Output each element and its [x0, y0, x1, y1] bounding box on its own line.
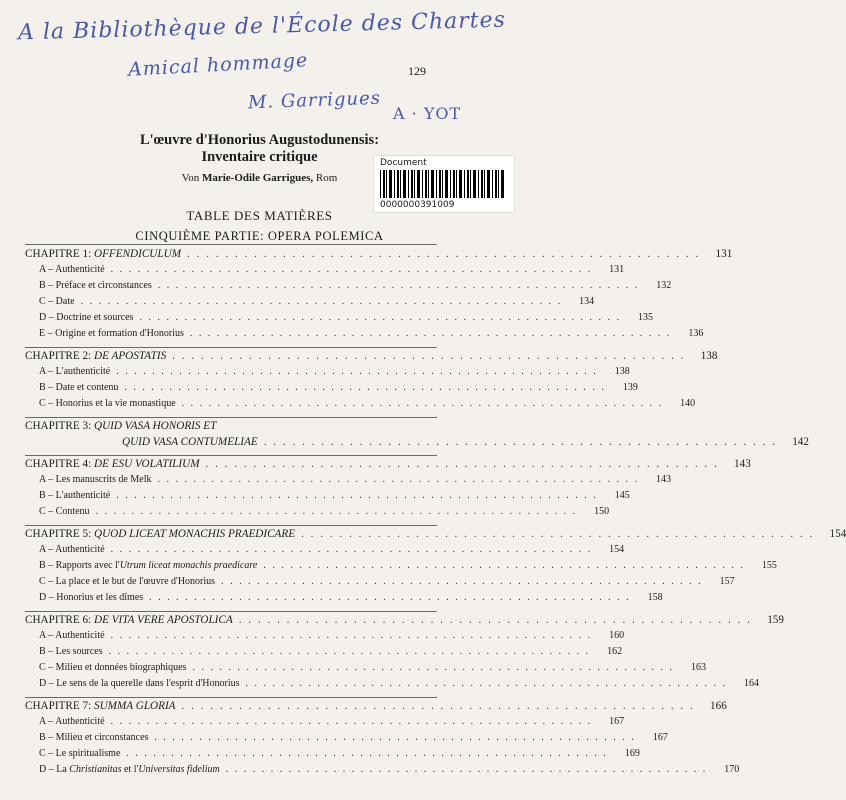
section-page-number: 145: [614, 490, 630, 501]
section-label: D – Le sens de la querelle dans l'esprit d'Honorius: [39, 678, 240, 689]
section-letter: A: [39, 264, 46, 275]
chapter-divider-rule: [25, 417, 437, 418]
section-page-number: 139: [622, 382, 638, 393]
leader-dots: . . . . . . . . . . . . . . . . . . . . . . . . . . . . . . . . . . . . . . . . . . . . . . . . . . . . . .: [181, 398, 664, 409]
section-label: B – L'authenticité: [39, 490, 111, 501]
chapter-title: QUID VASA HONORIS ET: [94, 420, 217, 432]
section-page-number: 131: [609, 264, 625, 275]
section-label: C – Contenu: [39, 506, 90, 517]
sticker-label: Document: [380, 158, 427, 168]
section-text-italic-2: Universitas fidelium: [138, 764, 220, 775]
section-text: L'authenticité: [55, 366, 111, 377]
section-text: Le sens de la querelle dans l'esprit d'Honorius: [56, 678, 240, 689]
section-label: A – L'authenticité: [39, 366, 111, 377]
section-label: C – Le spiritualisme: [39, 748, 121, 759]
leader-dots: . . . . . . . . . . . . . . . . . . . . . . . . . . . . . . . . . . . . . . . . . . . . . . . . . . . . . .: [225, 764, 708, 775]
section-page-number: 158: [647, 592, 663, 603]
section-letter: B: [39, 280, 46, 291]
section-page-number: 160: [609, 630, 625, 641]
section-letter: D: [39, 764, 47, 775]
chapter-heading-row: [25, 350, 718, 366]
section-entry-row: [25, 280, 672, 296]
chapter-label: [25, 528, 295, 540]
section-page-number: 162: [607, 646, 623, 657]
table-of-contents: [25, 244, 846, 780]
leader-dots: . . . . . . . . . . . . . . . . . . . . . . . . . . . . . . . . . . . . . . . . . . . . . . . . . . . . . .: [110, 630, 593, 641]
section-letter: B: [39, 382, 46, 393]
section-page-number: 163: [690, 662, 706, 673]
section-label: B – Milieu et circonstances: [39, 732, 149, 743]
chapter-heading-row: [25, 458, 751, 474]
chapter-divider-rule: [25, 455, 437, 456]
section-letter: C: [39, 576, 46, 587]
chapter-number: CHAPITRE 5:: [25, 528, 94, 540]
section-entry-row: [25, 264, 625, 280]
section-entry-row: [25, 662, 706, 678]
page-number: 129: [408, 64, 426, 78]
section-page-number: 143: [655, 474, 671, 485]
section-page-number: 135: [637, 312, 653, 323]
section-text: Milieu et circonstances: [55, 732, 149, 743]
section-letter: D: [39, 592, 47, 603]
section-page-number: 134: [579, 296, 595, 307]
leader-dots: . . . . . . . . . . . . . . . . . . . . . . . . . . . . . . . . . . . . . . . . . . . . . . . . . . . . . .: [110, 264, 593, 275]
section-label: C – Milieu et données biographiques: [39, 662, 187, 673]
chapter-page-number: 138: [700, 350, 718, 362]
section-letter: B: [39, 646, 46, 657]
leader-dots: . . . . . . . . . . . . . . . . . . . . . . . . . . . . . . . . . . . . . . . . . . . . . . . . . . . . . .: [238, 614, 752, 626]
chapter-divider-rule: [25, 611, 437, 612]
leader-dots: . . . . . . . . . . . . . . . . . . . . . . . . . . . . . . . . . . . . . . . . . . . . . . . . . . . . . .: [126, 748, 608, 759]
section-entry-row: [25, 764, 740, 780]
chapter-number: CHAPITRE 2:: [25, 350, 94, 362]
section-text: Les manuscrits de Melk: [55, 474, 152, 485]
leader-dots: . . . . . . . . . . . . . . . . . . . . . . . . . . . . . . . . . . . . . . . . . . . . . . . . . . . . . .: [149, 592, 631, 603]
leader-dots: . . . . . . . . . . . . . . . . . . . . . . . . . . . . . . . . . . . . . . . . . . . . . . . . . . . . . .: [124, 382, 606, 393]
leader-dots: . . . . . . . . . . . . . . . . . . . . . . . . . . . . . . . . . . . . . . . . . . . . . . . . . . . . . .: [181, 700, 695, 712]
section-label: D – Doctrine et sources: [39, 312, 134, 323]
section-label: D – La Christianitas et l'Universitas fidelium: [39, 764, 220, 775]
chapter-divider-rule: [25, 525, 437, 526]
chapter-number: CHAPITRE 3:: [25, 420, 94, 432]
chapter-number: CHAPITRE 1:: [25, 248, 94, 260]
chapter-page-number: 166: [710, 700, 727, 712]
section-page-number: 157: [719, 576, 735, 587]
section-label: B – Les sources: [39, 646, 103, 657]
section-text: Doctrine et sources: [56, 312, 134, 323]
section-page-number: 154: [609, 544, 625, 555]
section-text: Authenticité: [55, 264, 105, 275]
author-prefix: Von: [181, 172, 200, 184]
section-label: E – Origine et formation d'Honorius: [39, 328, 184, 339]
toc-top-rule: [25, 244, 437, 245]
section-page-number: 170: [724, 764, 740, 775]
section-entry-row: [25, 366, 630, 382]
author-name: Marie-Odile Garrigues,: [201, 172, 314, 184]
chapter-label: [25, 420, 216, 432]
section-letter: D: [39, 312, 47, 323]
chapter-page-number: 143: [734, 458, 751, 470]
section-text: Authenticité: [55, 544, 105, 555]
leader-dots: . . . . . . . . . . . . . . . . . . . . . . . . . . . . . . . . . . . . . . . . . . . . . . . . . . . . . .: [301, 528, 815, 540]
section-entry-row: [25, 544, 625, 560]
section-text: Honorius et la vie monastique: [55, 398, 176, 409]
chapter-title: DE APOSTATIS: [94, 350, 167, 362]
leader-dots: . . . . . . . . . . . . . . . . . . . . . . . . . . . . . . . . . . . . . . . . . . . . . . . . . . . . . .: [110, 544, 593, 555]
chapter-label: [25, 700, 176, 712]
section-label: A – Authenticité: [39, 544, 105, 555]
section-letter: A: [39, 716, 46, 727]
toc-heading: TABLE DES MATIÈRES: [186, 208, 333, 223]
section-label: C – La place et le but de l'œuvre d'Honorius: [39, 576, 216, 587]
section-page-number: 167: [609, 716, 625, 727]
chapter-page-number: 154: [829, 528, 846, 540]
chapter-page-number: 159: [767, 614, 784, 626]
section-label: D – Honorius et les dîmes: [39, 592, 144, 603]
chapter-divider-rule: [25, 347, 437, 348]
leader-dots: . . . . . . . . . . . . . . . . . . . . . . . . . . . . . . . . . . . . . . . . . . . . . . . . . . . . . .: [189, 328, 672, 339]
section-label: C – Date: [39, 296, 75, 307]
chapter-number: CHAPITRE 6:: [25, 614, 94, 626]
leader-dots: . . . . . . . . . . . . . . . . . . . . . . . . . . . . . . . . . . . . . . . . . . . . . . . . . . . . . .: [221, 576, 703, 587]
handwritten-stamp: A · YOT: [393, 104, 462, 123]
leader-dots: . . . . . . . . . . . . . . . . . . . . . . . . . . . . . . . . . . . . . . . . . . . . . . . . . . . . . .: [263, 436, 777, 448]
leader-dots: . . . . . . . . . . . . . . . . . . . . . . . . . . . . . . . . . . . . . . . . . . . . . . . . . . . . . .: [157, 280, 640, 291]
section-entry-row: [25, 506, 610, 522]
section-entry-row: [25, 328, 704, 344]
section-page-number: 136: [688, 328, 704, 339]
section-entry-row: [25, 560, 777, 576]
section-letter: D: [39, 678, 47, 689]
section-label: B – Préface et circonstances: [39, 280, 152, 291]
chapter-entry: [25, 697, 740, 780]
chapter-page-number: 131: [715, 248, 733, 260]
handwritten-dedication-line-1: A la Bibliothèque de l'École des Chartes: [17, 7, 507, 46]
leader-dots: . . . . . . . . . . . . . . . . . . . . . . . . . . . . . . . . . . . . . . . . . . . . . . . . . . . . . .: [154, 732, 636, 743]
chapter-title: DE VITA VERE APOSTOLICA: [94, 614, 233, 626]
chapter-entry: [25, 611, 784, 694]
section-text: Rapports avec l': [55, 560, 120, 571]
leader-dots: . . . . . . . . . . . . . . . . . . . . . . . . . . . . . . . . . . . . . . . . . . . . . . . . . . . . . .: [157, 474, 639, 485]
chapter-title: DE ESU VOLATILIUM: [94, 458, 200, 470]
section-entry-row: [25, 678, 760, 694]
chapter-label: [25, 458, 200, 470]
chapter-heading-row: [25, 248, 733, 264]
section-letter: B: [39, 560, 46, 571]
chapter-entry: [25, 248, 733, 344]
section-entry-row: [25, 398, 696, 414]
section-text: Date et contenu: [55, 382, 119, 393]
section-entry-row: [25, 630, 625, 646]
section-letter: A: [39, 474, 46, 485]
chapter-heading-row: [25, 700, 727, 716]
leader-dots: . . . . . . . . . . . . . . . . . . . . . . . . . . . . . . . . . . . . . . . . . . . . . . . . . . . . . .: [95, 506, 578, 517]
section-text: Origine et formation d'Honorius: [55, 328, 184, 339]
section-label: B – Date et contenu: [39, 382, 119, 393]
chapter-entry: [25, 525, 846, 608]
section-entry-row: [25, 576, 735, 592]
section-text: L'authenticité: [55, 490, 111, 501]
section-letter: C: [39, 398, 46, 409]
handwritten-signature: M. Garrigues: [247, 87, 382, 114]
chapter-entry: [25, 347, 718, 414]
chapter-entry: [25, 417, 809, 452]
section-entry-row: [25, 382, 638, 398]
section-letter: A: [39, 630, 46, 641]
section-text: Authenticité: [55, 630, 105, 641]
leader-dots: . . . . . . . . . . . . . . . . . . . . . . . . . . . . . . . . . . . . . . . . . . . . . . . . . . . . . .: [205, 458, 719, 470]
chapter-divider-rule: [25, 697, 437, 698]
barcode-icon: [380, 170, 505, 198]
leader-dots: . . . . . . . . . . . . . . . . . . . . . . . . . . . . . . . . . . . . . . . . . . . . . . . . . . . . . .: [80, 296, 563, 307]
chapter-title: QUOD LICEAT MONACHIS PRAEDICARE: [94, 528, 296, 540]
section-entry-row: [25, 474, 671, 490]
section-page-number: 155: [761, 560, 777, 571]
section-text: Contenu: [55, 506, 90, 517]
chapter-label: [25, 248, 181, 260]
chapter-heading-continuation-row: [25, 436, 809, 452]
leader-dots: . . . . . . . . . . . . . . . . . . . . . . . . . . . . . . . . . . . . . . . . . . . . . . . . . . . . . .: [108, 646, 591, 657]
section-label: A – Authenticité: [39, 716, 105, 727]
section-entry-row: [25, 732, 668, 748]
chapter-title: OFFENDICULUM: [94, 248, 182, 260]
leader-dots: . . . . . . . . . . . . . . . . . . . . . . . . . . . . . . . . . . . . . . . . . . . . . . . . . . . . . .: [187, 248, 701, 260]
chapter-heading-row: [25, 420, 437, 436]
section-letter: A: [39, 544, 46, 555]
section-letter: A: [39, 366, 46, 377]
chapter-number: CHAPITRE 7:: [25, 700, 94, 712]
section-label: A – Authenticité: [39, 630, 105, 641]
section-entry-row: [25, 748, 640, 764]
section-entry-row: [25, 296, 595, 312]
leader-dots: . . . . . . . . . . . . . . . . . . . . . . . . . . . . . . . . . . . . . . . . . . . . . . . . . . . . . .: [110, 716, 593, 727]
section-page-number: 138: [614, 366, 630, 377]
leader-dots: . . . . . . . . . . . . . . . . . . . . . . . . . . . . . . . . . . . . . . . . . . . . . . . . . . . . . .: [172, 350, 686, 362]
library-barcode-sticker: [373, 155, 515, 213]
section-label: A – Les manuscrits de Melk: [39, 474, 152, 485]
section-label: C – Honorius et la vie monastique: [39, 398, 176, 409]
article-title-line-1: L'œuvre d'Honorius Augustodunensis:: [139, 132, 380, 148]
barcode-number: 0000000391009: [380, 200, 455, 210]
section-letter: B: [39, 490, 46, 501]
section-page-number: 169: [624, 748, 640, 759]
chapter-entry: [25, 455, 751, 522]
section-page-number: 150: [594, 506, 610, 517]
section-letter: C: [39, 662, 46, 673]
section-entry-row: [25, 592, 663, 608]
section-page-number: 140: [680, 398, 696, 409]
section-text: Les sources: [55, 646, 103, 657]
section-letter: E: [39, 328, 46, 339]
chapter-number: CHAPITRE 4:: [25, 458, 94, 470]
section-label: B – Rapports avec l'Utrum liceat monachis praedicare: [39, 560, 258, 571]
section-text: La place et le but de l'œuvre d'Honorius: [55, 576, 216, 587]
section-text-italic: Utrum liceat monachis praedicare: [119, 560, 258, 571]
chapter-heading-row: [25, 528, 846, 544]
leader-dots: . . . . . . . . . . . . . . . . . . . . . . . . . . . . . . . . . . . . . . . . . . . . . . . . . . . . . .: [116, 490, 598, 501]
chapter-label: [25, 614, 233, 626]
leader-dots: . . . . . . . . . . . . . . . . . . . . . . . . . . . . . . . . . . . . . . . . . . . . . . . . . . . . . .: [116, 366, 598, 377]
chapter-heading-row: [25, 614, 784, 630]
section-text: Date: [55, 296, 75, 307]
leader-dots: . . . . . . . . . . . . . . . . . . . . . . . . . . . . . . . . . . . . . . . . . . . . . . . . . . . . . .: [263, 560, 745, 571]
author-place: Rom: [315, 172, 338, 184]
section-text: Préface et circonstances: [55, 280, 152, 291]
chapter-title-continuation: QUID VASA CONTUMELIAE: [122, 436, 258, 448]
section-page-number: 167: [652, 732, 668, 743]
chapter-label: [25, 350, 166, 362]
article-title-line-2: Inventaire critique: [201, 149, 318, 165]
section-letter: C: [39, 296, 46, 307]
handwritten-dedication-line-2: Amical hommage: [127, 49, 309, 81]
section-entry-row: [25, 646, 623, 662]
section-text: Milieu et données biographiques: [55, 662, 187, 673]
section-entry-row: [25, 716, 625, 732]
section-text-italic: Christianitas: [69, 764, 122, 775]
section-letter: B: [39, 732, 46, 743]
section-text: Authenticité: [55, 716, 105, 727]
section-page-number: 164: [744, 678, 760, 689]
leader-dots: . . . . . . . . . . . . . . . . . . . . . . . . . . . . . . . . . . . . . . . . . . . . . . . . . . . . . .: [139, 312, 621, 323]
section-text: Le spiritualisme: [55, 748, 121, 759]
section-text: Honorius et les dîmes: [56, 592, 144, 603]
leader-dots: . . . . . . . . . . . . . . . . . . . . . . . . . . . . . . . . . . . . . . . . . . . . . . . . . . . . . .: [192, 662, 674, 673]
chapter-title: SUMMA GLORIA: [94, 700, 176, 712]
part-heading: CINQUIÈME PARTIE: OPERA POLEMICA: [135, 229, 384, 243]
section-letter: C: [39, 506, 46, 517]
section-entry-row: [25, 490, 630, 506]
chapter-page-number: 142: [792, 436, 809, 448]
section-text: La: [56, 764, 70, 775]
leader-dots: . . . . . . . . . . . . . . . . . . . . . . . . . . . . . . . . . . . . . . . . . . . . . . . . . . . . . .: [245, 678, 728, 689]
section-label: A – Authenticité: [39, 264, 105, 275]
section-page-number: 132: [656, 280, 672, 291]
section-text-cont: et l': [121, 764, 139, 775]
section-letter: C: [39, 748, 46, 759]
section-entry-row: [25, 312, 653, 328]
